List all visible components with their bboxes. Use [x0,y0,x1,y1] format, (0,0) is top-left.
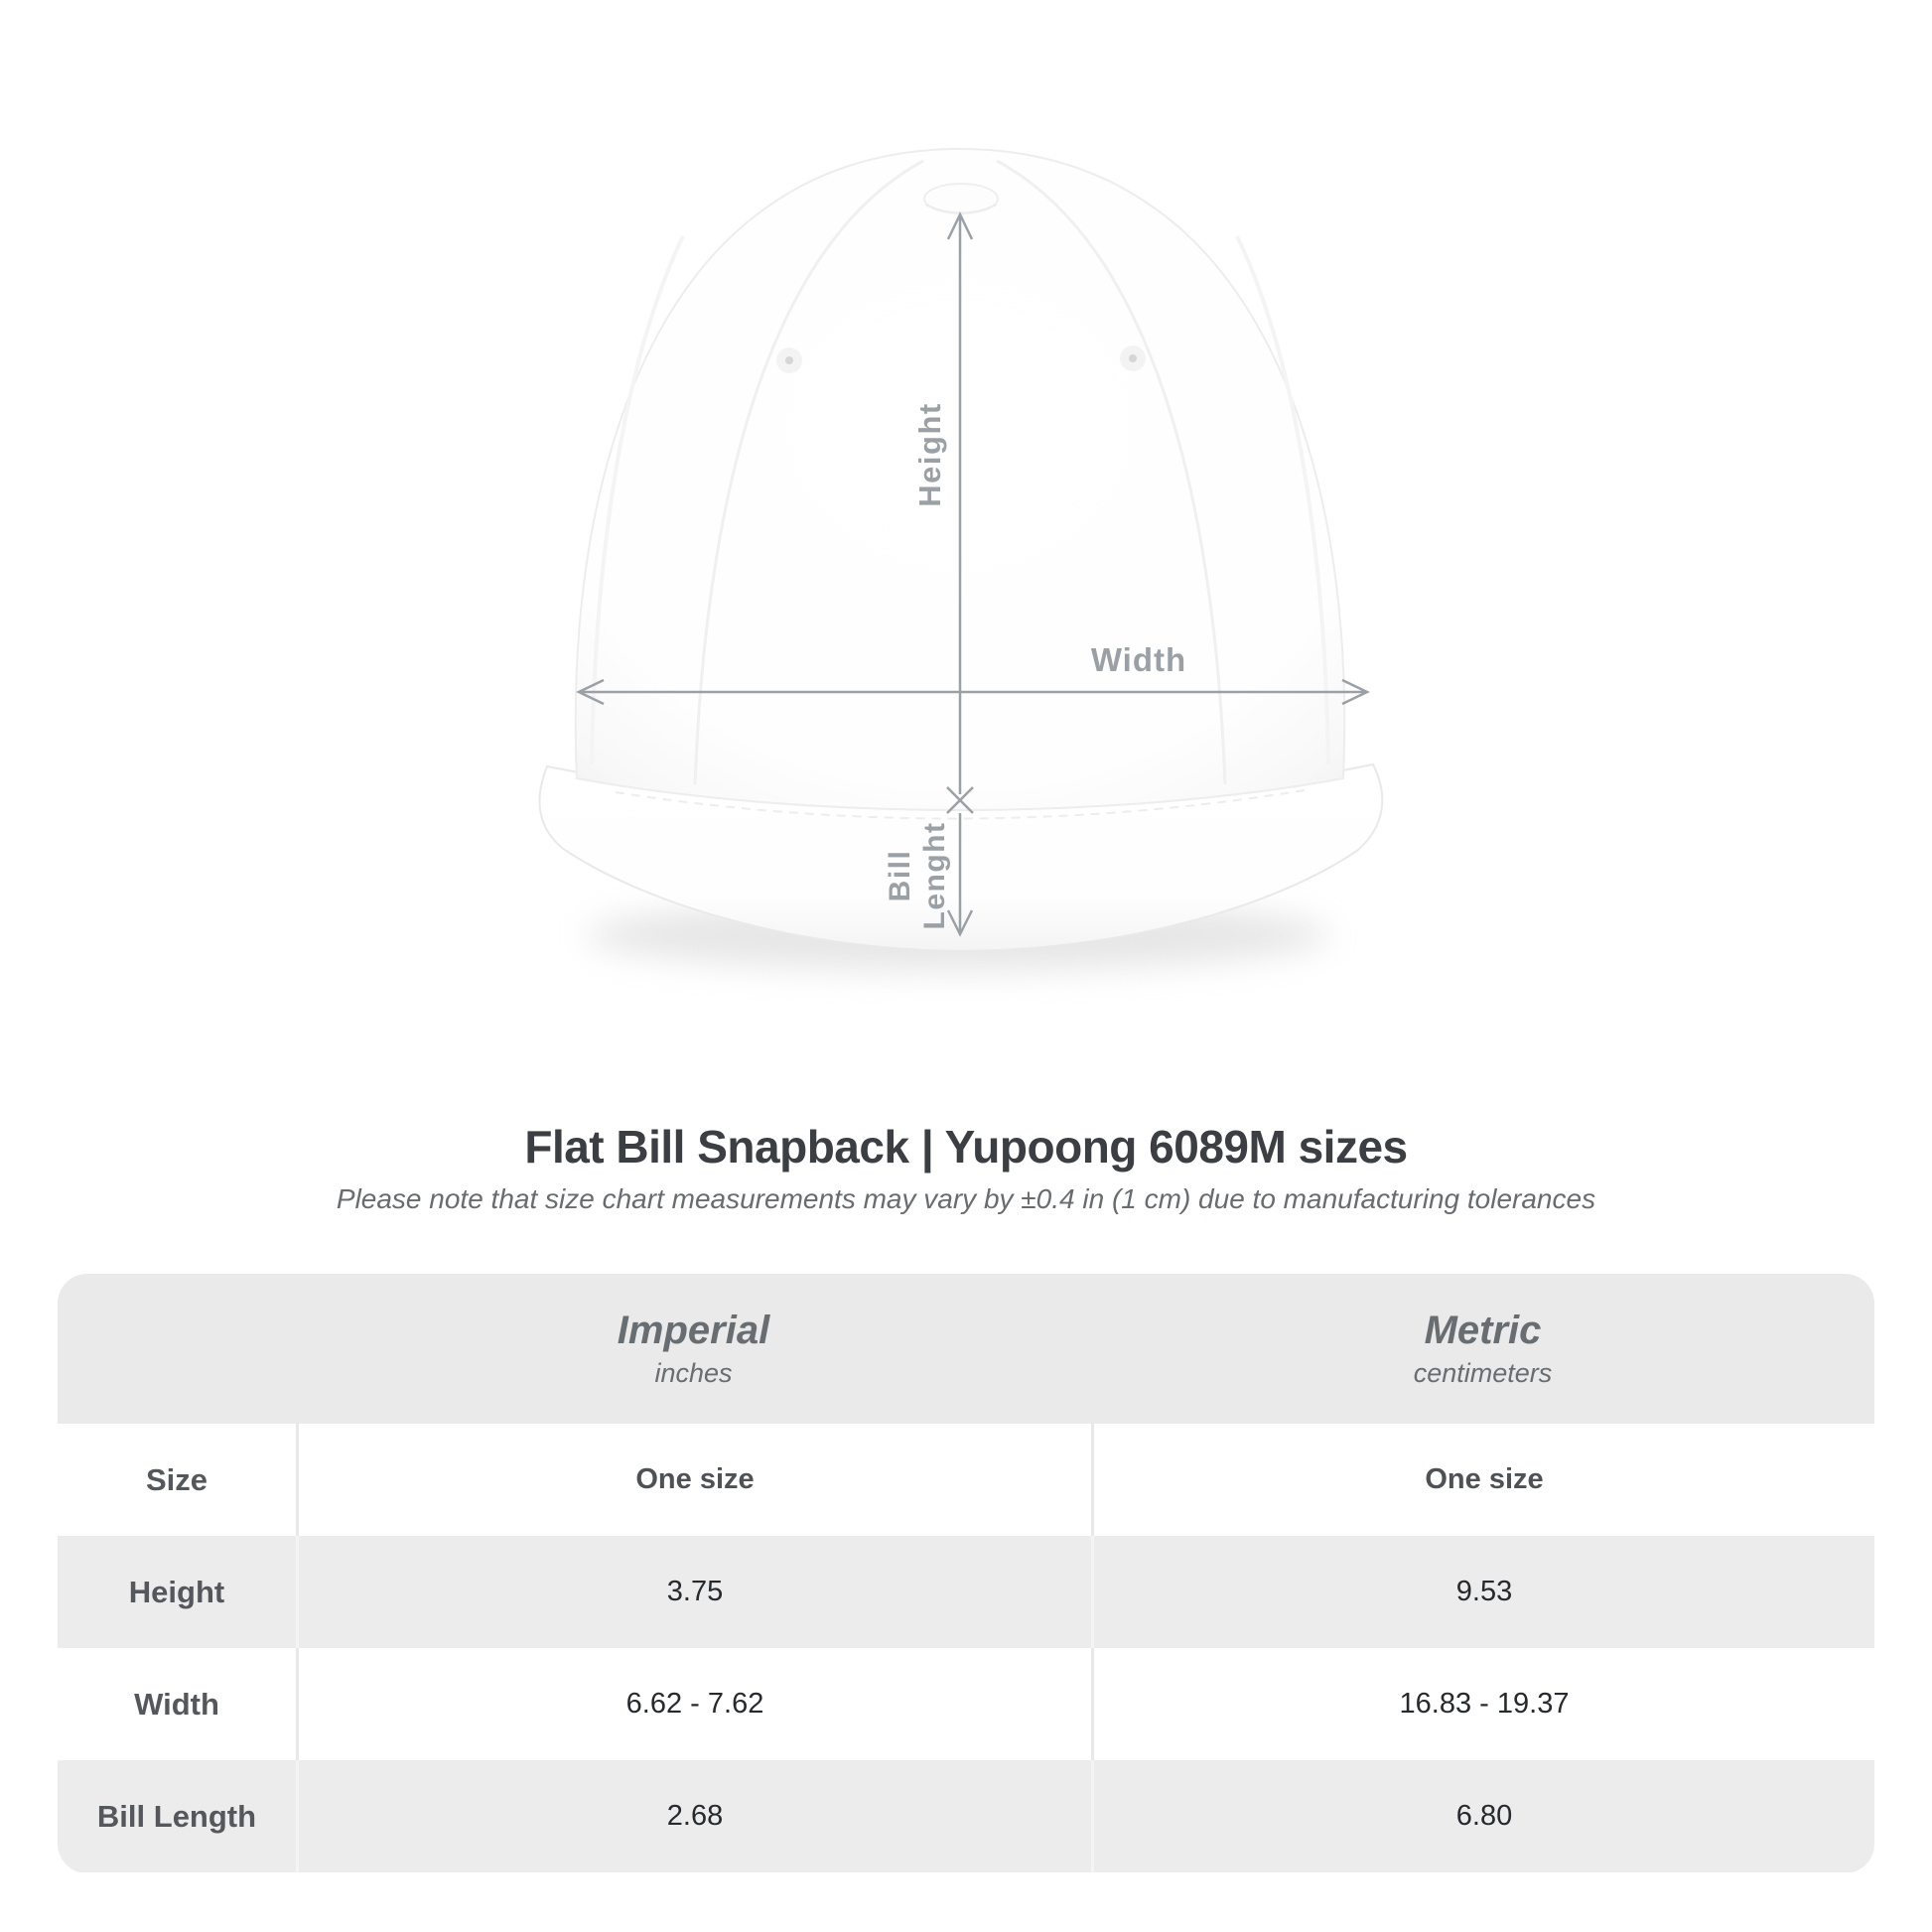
size-table-header [58,1274,1874,1424]
metric-unit-label: centimeters [1413,1358,1553,1388]
svg-text:Bill: Bill [884,849,916,902]
table-row-size [58,1424,1874,1536]
imperial-value: One size [296,1424,1091,1536]
height-dimension-label: Height [912,402,947,507]
page-title: Flat Bill Snapback | Yupoong 6089M sizes [524,1121,1408,1173]
row-label: Size [145,1461,208,1497]
row-label: Height [128,1574,225,1609]
size-table [58,1274,1874,1873]
width-dimension-label: Width [1090,641,1187,678]
metric-value: One size [1091,1424,1874,1536]
metric-label: Metric [1424,1309,1542,1352]
column-header-imperial [296,1309,1091,1389]
metric-value: 16.83 - 19.37 [1091,1648,1874,1760]
tolerance-note: Please note that size chart measurements may vary by ±0.4 in (1 cm) due to manufacturing tolerances [336,1183,1596,1214]
eyelet-right [1120,345,1146,371]
table-row-width [58,1648,1874,1760]
metric-value: 6.80 [1091,1760,1874,1872]
column-header-metric [1091,1309,1874,1389]
imperial-value: 3.75 [296,1536,1091,1648]
imperial-value: 6.62 - 7.62 [296,1648,1091,1760]
svg-text:Lenght: Lenght [918,821,951,930]
table-row-bill-length [58,1760,1874,1872]
row-label: Width [134,1686,219,1722]
metric-value: 9.53 [1091,1536,1874,1648]
row-label: Bill Length [96,1798,257,1834]
table-row-height [58,1536,1874,1648]
imperial-value: 2.68 [296,1760,1091,1872]
imperial-label: Imperial [617,1309,770,1352]
eyelet-left [776,347,802,373]
imperial-unit-label: inches [654,1358,733,1388]
